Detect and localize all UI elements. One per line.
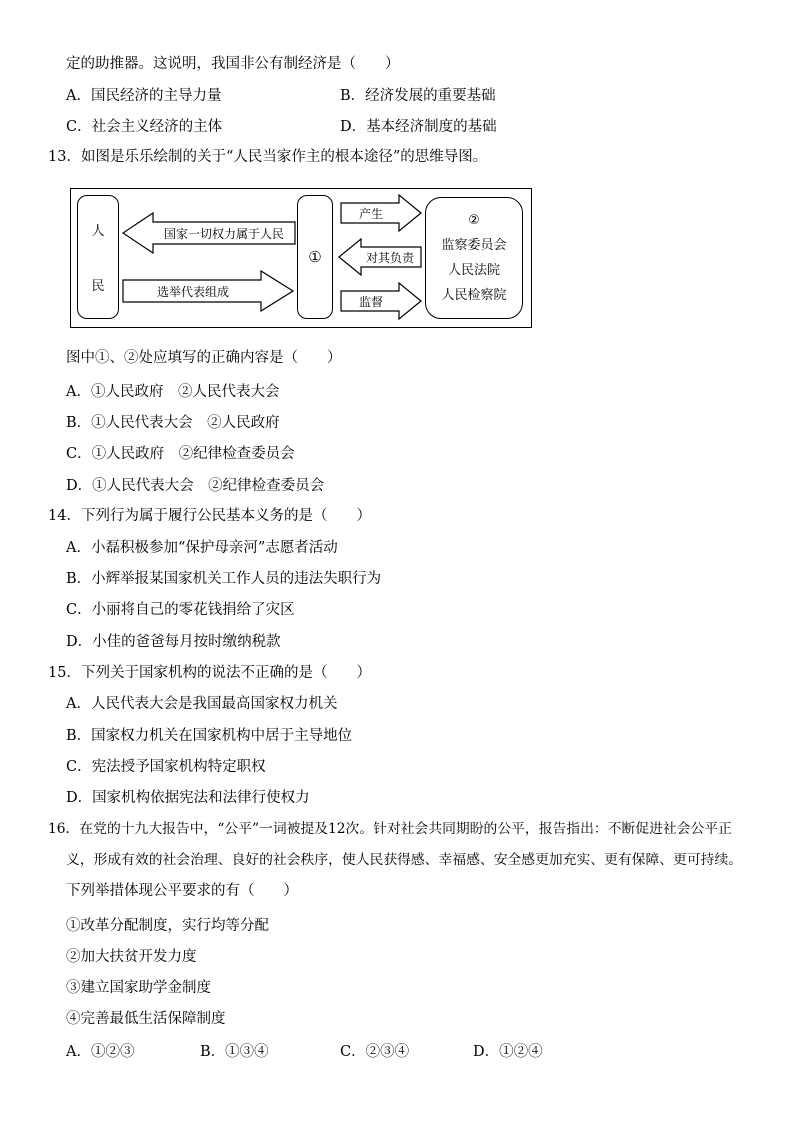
q15-option-c: C．宪法授予国家机构特定职权 (66, 759, 266, 775)
q13-stem: 13．如图是乐乐绘制的关于“人民当家作主的根本途径”的思维导图。 (48, 149, 488, 165)
people-char-2: 民 (91, 279, 105, 294)
q15-option-a: A．人民代表大会是我国最高国家权力机关 (66, 696, 338, 712)
right-box-item: ② (468, 213, 480, 228)
q13-option-b: B．①人民代表大会 ②人民政府 (66, 415, 280, 431)
q16-option-c: C．②③④ (340, 1044, 410, 1060)
q12-option-a: A．国民经济的主导力量 (66, 88, 222, 104)
arrow-supervise (341, 283, 421, 319)
q16-option-d: D．①②④ (473, 1044, 543, 1060)
center-box-label: ① (308, 248, 322, 266)
q14-option-b: B．小辉举报某国家机关工作人员的违法失职行为 (66, 571, 382, 587)
q12-stem-tail: 定的助推器。这说明，我国非公有制经济是（ ） (66, 56, 400, 72)
q12-option-d: D．基本经济制度的基础 (340, 119, 497, 135)
q16-item-4: ④完善最低生活保障制度 (66, 1011, 226, 1027)
q13-question: 图中①、②处应填写的正确内容是（ ） (66, 350, 342, 366)
q16-item-3: ③建立国家助学金制度 (66, 980, 211, 996)
arrow-produce (341, 195, 421, 231)
people-char-1: 人 (91, 224, 105, 239)
q13-option-a: A．①人民政府 ②人民代表大会 (66, 384, 280, 400)
arrow-responsible (339, 239, 421, 275)
q14-stem: 14．下列行为属于履行公民基本义务的是（ ） (48, 508, 371, 524)
q15-option-b: B．国家权力机关在国家机构中居于主导地位 (66, 728, 353, 744)
q12-option-c: C．社会主义经济的主体 (66, 119, 223, 135)
arrow-produce-label: 产生 (358, 206, 383, 221)
q13-mind-map (70, 188, 532, 328)
arrow-elect-representatives (123, 269, 293, 313)
q14-option-c: C．小丽将自己的零花钱捐给了灾区 (66, 602, 295, 618)
q16-option-b: B．①③④ (200, 1044, 269, 1060)
arrow-elect-label: 选举代表组成 (156, 284, 229, 299)
arrow-responsible-label: 对其负责 (365, 250, 414, 265)
q16-stem-line1: 16．在党的十九大报告中，“公平”一词被提及12次。针对社会共同期盼的公平，报告指出：不断促进社会公平正 (48, 821, 732, 837)
q16-item-2: ②加大扶贫开发力度 (66, 949, 197, 965)
arrow-supervise-label: 监督 (358, 294, 383, 309)
center-box-1 (297, 195, 333, 319)
q14-option-a: A．小磊积极参加“保护母亲河”志愿者活动 (66, 540, 338, 556)
q15-stem: 15．下列关于国家机构的说法不正确的是（ ） (48, 665, 371, 681)
arrow-power-label: 国家一切权力属于人民 (163, 226, 284, 241)
q16-stem-line2: 义，形成有效的社会治理、良好的社会秩序，使人民获得感、幸福感、安全感更加充实、更有保障、更可持续。 (66, 852, 743, 868)
q16-option-a: A．①②③ (66, 1044, 135, 1060)
people-box (77, 195, 119, 319)
q15-option-d: D．国家机构依据宪法和法律行使权力 (66, 790, 310, 806)
q13-option-c: C．①人民政府 ②纪律检查委员会 (66, 446, 295, 462)
right-box-item: 人民法院 (447, 263, 500, 278)
q16-stem-line3: 下列举措体现公平要求的有（ ） (66, 883, 298, 899)
right-box-2 (425, 197, 523, 319)
right-box-item: 人民检察院 (441, 288, 507, 303)
right-box-item: 监察委员会 (441, 238, 507, 253)
q12-option-b: B．经济发展的重要基础 (340, 88, 496, 104)
arrow-power-belongs-to-people (123, 211, 295, 255)
q13-option-d: D．①人民代表大会 ②纪律检查委员会 (66, 478, 325, 494)
q14-option-d: D．小佳的爸爸每月按时缴纳税款 (66, 634, 281, 650)
q16-item-1: ①改革分配制度，实行均等分配 (66, 918, 269, 934)
